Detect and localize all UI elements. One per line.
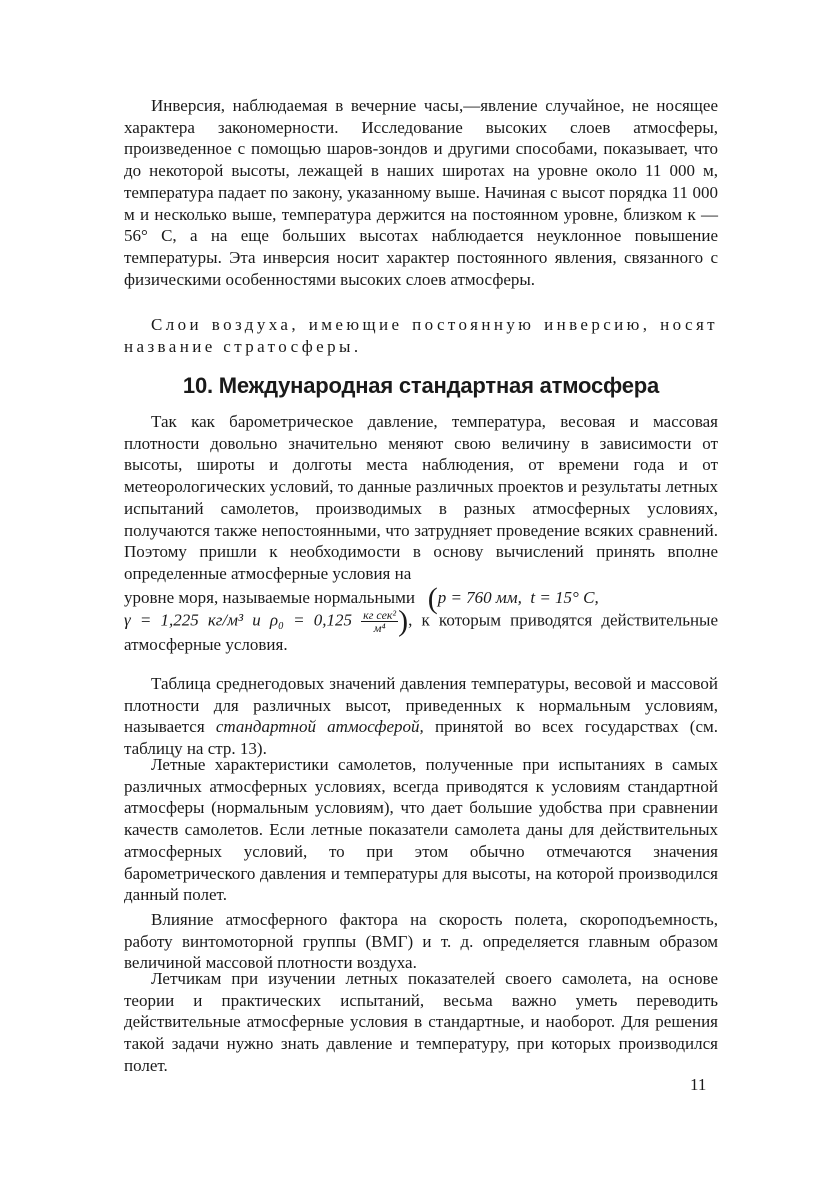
paragraph-table-emphasis: стандартной атмосферой, xyxy=(215,717,424,737)
close-paren: ) xyxy=(398,604,409,638)
paragraph-barometric xyxy=(124,411,718,655)
page-number: 11 xyxy=(690,1075,707,1094)
paragraph-pilots: Летчикам при изучении летных показателей своего самолета, на основе теории и практических испытаний, весьма важно уметь переводить действительные атмосферные условия в стандартные, и наоборот. Для решения такой задачи нужно знать давление и температуру, при которых производился полет. xyxy=(124,969,718,1075)
fraction-numerator: кг сек² xyxy=(363,607,397,622)
paragraph-barometric-text: Так как барометрическое давление, температура, весовая и массовая плотности довольно значительно меняют свою величину в зависимости от высоты, широты и долготы места наблюдения, от времени года и от метеорологических условий, то данные различных проектов и результаты летных испытаний самолетов, производимых в разных атмосферных условиях, получаются также непостоянными, что затрудняет проведение всяких сравнений. Поэтому пришли к необходимости в основу вычислений принять вполне определенные атмосферные условия на xyxy=(124,412,718,583)
paragraph-table-b: принятой во всех государствах (см. таблицу на стр. 13). xyxy=(124,717,719,759)
section-title: 10. Международная стандартная атмосфера xyxy=(182,373,660,398)
formula-line-2: γ = 1,225 кг/м³ и ρ₀ = 0,125 $\frac{\text{кг сек²}}{\text{м⁴}}$ ), к которым приводятся действительные атмосферные условия. xyxy=(124,604,719,654)
formula-temperature: t = 15° С, xyxy=(530,587,599,607)
formula-gamma: γ = 1,225 кг/м³ и ρ₀ = 0,125 xyxy=(124,610,352,630)
paragraph-stratosphere: Слои воздуха, имеющие постоянную инверсию, носят название стратосферы. xyxy=(124,315,718,356)
paragraph-table-a: Таблица среднегодовых значений давления температуры, весовой и массовой плотности для различных высот, приведенных к нормальным условиям, называется xyxy=(124,674,718,737)
paragraph-inversion: Инверсия, наблюдаемая в вечерние часы,—явление случайное, не носящее характера закономерности. Исследование высоких слоев атмосферы, произведенное с помощью шаров-зондов и другими способами, показывает, что до некоторой высоты, лежащей в наших широтах на уровне около 11 000 м, температура падает по закону, указанному выше. Начиная с высот порядка 11 000 м и несколько выше, температура держится на постоянном уровне, близком к —56° С, а на еще больших высотах наблюдается неуклонное повышение температуры. Эта инверсия носит характер постоянного явления, связанного с физическими особенностями высоких слоев атмосферы. xyxy=(124,96,718,289)
formula-tail: к которым приводятся действительные атмосферные условия. xyxy=(124,610,719,654)
paragraph-flight: Летные характеристики самолетов, полученные при испытаниях в самых различных атмосферных условиях, всегда приводятся к условиям стандартной атмосферы (нормальным условиям), что дает большие удобства при сравнении качеств самолетов. Если летные показатели самолета даны для действительных атмосферных условий, то при этом обычно отмечаются значения барометрического давления и температуры для высоты, на которой производился данный полет. xyxy=(124,755,718,905)
paragraph-influence: Влияние атмосферного фактора на скорость полета, скороподъемность, работу винтомоторной группы (ВМГ) и т. д. определяется главным образом величиной массовой плотности воздуха. xyxy=(124,910,718,973)
open-paren: ( xyxy=(427,581,438,615)
paragraph-table xyxy=(124,673,718,760)
formula-fraction xyxy=(361,609,398,634)
formula-lead: уровне моря, называемые нормальными xyxy=(124,587,415,607)
formula-pressure: p = 760 мм, xyxy=(437,587,522,607)
fraction-denominator: м⁴ xyxy=(373,620,386,635)
